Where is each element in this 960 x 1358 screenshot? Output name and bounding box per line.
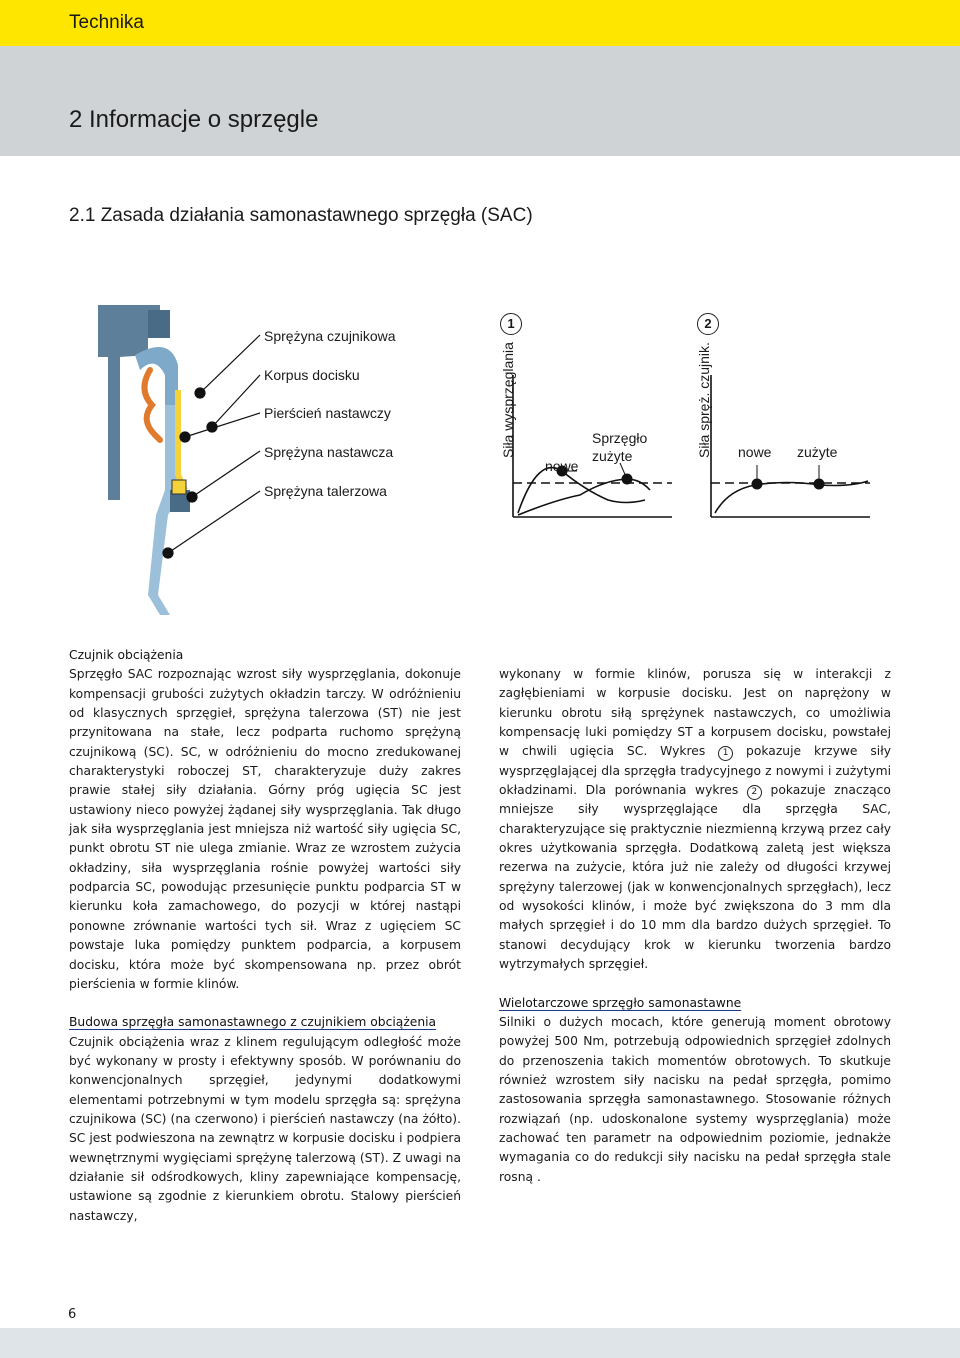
label-pressure-plate: Korpus docisku <box>264 367 360 383</box>
graph-2-ylabel: Siła spręż. czujnik. <box>696 342 712 458</box>
footer-band <box>0 1328 960 1358</box>
graph-1-new-label: nowe <box>545 458 579 474</box>
paragraph-sac-construction: Czujnik obciążenia wraz z klinem regulującym odległość może być wykonany w prosty i efektywny sposób. W porównaniu do konwencjonalnych sprzęgieł, jedynymi dodatkowymi elementami potrzebnymi w tym modelu sprzęgła są: sprężyna czujnikowa (SC) (na czerwono) i pierścień nastawczy (na żółto). SC jest podwieszona na zewnątrz w korpusie docisku i podpiera wewnętrznymi wygięciami sprężynę talerzową (ST). Z uwagi na działanie sił odśrodkowych, kliny zapewniające kompensację, ustawione są zgodnie z kierunkiem obrotu. Stalowy pierścień nastawczy, <box>69 1034 461 1223</box>
page-title: 2 Informacje o sprzęgle <box>69 106 319 133</box>
label-adjuster-spring: Sprężyna nastawcza <box>264 444 394 460</box>
header-band <box>0 46 960 156</box>
heading-sac-construction: Budowa sprzęgła samonastawnego z czujnikiem obciążenia <box>69 1015 437 1030</box>
label-diaphragm-spring: Sprężyna talerzowa <box>264 483 387 499</box>
left-column <box>69 646 461 1226</box>
graph-2-worn-label: zużyte <box>797 444 838 460</box>
graph-1-ylabel: Siła wysprzęglania <box>500 342 516 458</box>
graph-2-number: 2 <box>697 313 719 335</box>
paragraph-adjuster-ring <box>499 665 891 975</box>
inline-number-2: 2 <box>747 785 762 800</box>
paragraph-load-sensor: Sprzęgło SAC rozpoznając wzrost siły wysprzęglania, dokonuje kompensacji grubości zużytych okładzin tarczy. W odróżnieniu od klasycznych sprzęgieł, sprężyna talerzowa (ST) nie jest przynitowana na stałe, lecz podparta ruchomo sprężyną czujnikową (SC). SC, w odróżnieniu do mocno zredukowanej charakterystyki roboczej ST, charakteryzuje duży zakres prawie stałej siły działania. Górny próg ugięcia SC jest ustawiony nieco powyżej żądanej siły wysprzęglania. Tak długo jak siła wysprzęglania jest mniejsza niż wartość siły ugięcia SC, punkt obrotu ST nie ulega zmianie. Wraz ze wzrostem zużycia okładziny, siła wysprzęglania rośnie powyżej wartości siły podparcia SC, powodując przesunięcie punktu podparcia ST w kierunku koła zamachowego, do pozycji w której nastąpi ponowne zrównanie wartości tych sił. Wraz z ugięciem SC powstaje luka pomiędzy punktem podparcia, a korpusem docisku, która może być skompensowana np. przez obrót pierścienia w formie klinów. <box>69 667 461 991</box>
label-adjuster-ring: Pierścień nastawczy <box>264 405 391 421</box>
page-number: 6 <box>68 1307 77 1322</box>
heading-load-sensor: Czujnik obciążenia <box>69 648 184 662</box>
label-sensor-spring: Sprężyna czujnikowa <box>264 328 396 344</box>
inline-number-1: 1 <box>718 746 733 761</box>
graph-1-number: 1 <box>500 313 522 335</box>
section-header: Technika <box>69 12 144 33</box>
graph-1-worn-label-1: Sprzęgło <box>592 430 648 446</box>
paragraph-adjuster-ring-part-b: pokazuje krzywe siły wysprzęglającej dla sprzęgła tradycyjnego z nowymi i zużytymi okładzinami. Dla porównania wykres <box>499 744 891 798</box>
paragraph-adjuster-ring-part-a: wykonany w formie klinów, porusza się w interakcji z zagłębieniami w korpusie docisku. Jest on naprężony w kierunku obrotu siłą sprężynek nastawczych, co umożliwia kompensację luki pomiędzy ST a korpusem docisku, powstałej w chwili ugięcia SC. Wykres <box>499 667 891 759</box>
graph-1-worn-label-2: zużyte <box>592 448 633 464</box>
top-bar <box>0 0 960 46</box>
paragraph-multidisc-sac: Silniki o dużych mocach, które generują moment obrotowy powyżej 500 Nm, potrzebują odpowiednich sprzęgieł zdolnych do przenoszenia takich momentów obrotowych. To skutkuje również wzrostem siły nacisku na pedał sprzęgła, pomimo zastosowania sprzęgła samonastawnego. Stosowanie różnych rozwiązań (np. udoskonalone systemy wysprzęglania) może zachować ten parametr na odpowiednim poziomie, jednakże wymagania co do redukcji siły nacisku na pedał sprzęgła stale rosną . <box>499 1014 891 1184</box>
heading-multidisc-sac: Wielotarczowe sprzęgło samonastawne <box>499 995 742 1010</box>
subsection-title: 2.1 Zasada działania samonastawnego sprzęgła (SAC) <box>69 205 533 226</box>
right-column <box>499 665 891 1187</box>
paragraph-adjuster-ring-part-c: pokazuje znacząco mniejsze siły wysprzęglające dla sprzęgła SAC, charakteryzujące się praktycznie niezmienną krzywą przez cały okres użytkowania sprzęgła. Dodatkową zaletą jest większa rezerwa na zużycie, która już nie zależy od długości krzywej sprężyny talerzowej (jak w konwencjonalnych sprzęgłach), lecz od wysokości klinów, i może być zwiększona do 3 mm dla małych sprzęgieł i do 10 mm dla bardzo dużych sprzęgieł. To stanowi decydujący krok w kierunku tworzenia bardzo wytrzymałych sprzęgieł. <box>499 783 891 972</box>
clutch-diagram <box>60 295 960 625</box>
graph-2-new-label: nowe <box>738 444 772 460</box>
